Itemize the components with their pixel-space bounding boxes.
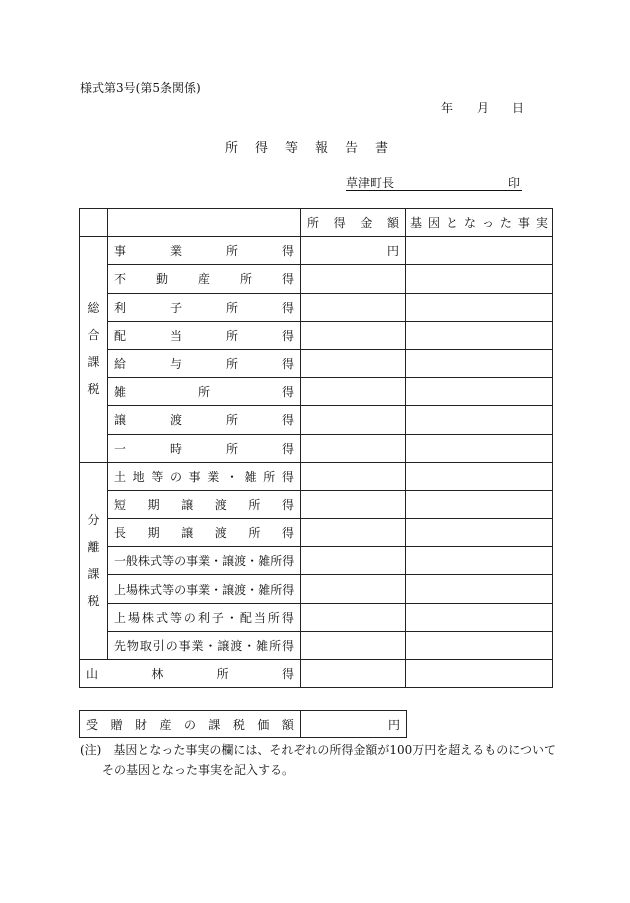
basis-cell[interactable] [406,434,553,462]
amount-cell[interactable] [301,434,406,462]
table-row [80,547,553,575]
item-label: 一 時 所 得 [114,441,294,456]
item-cell [108,462,301,490]
table-row [80,406,553,434]
item-cell [108,293,301,321]
category-separate-label: 分 離 課 税 [87,512,100,608]
date-month-label: 月 [477,101,490,115]
item-label: 土 地 等 の 事 業 ・ 雑 所 得 [114,469,294,484]
item-label: 短 期 譲 渡 所 得 [114,497,294,512]
category-separate [80,462,108,659]
item-cell [108,490,301,518]
item-cell [108,378,301,406]
table-row [80,603,553,631]
table-row [80,462,553,490]
form-number: 様式第3号(第5条関係) [80,81,201,95]
table-row [80,265,553,293]
item-cell [108,547,301,575]
item-label: 利 子 所 得 [114,300,294,315]
category-general [80,237,108,463]
gift-row [80,711,407,738]
item-label: 譲 渡 所 得 [114,413,294,428]
basis-cell[interactable] [406,547,553,575]
amount-cell[interactable] [301,293,406,321]
item-cell [108,519,301,547]
table-header-row [80,209,553,237]
basis-cell[interactable] [406,575,553,603]
amount-cell[interactable] [301,462,406,490]
table-row-forestry [80,660,553,688]
date-day-label: 日 [512,101,525,115]
table-row [80,490,553,518]
amount-cell[interactable]: 円 [301,237,406,265]
amount-cell[interactable] [301,631,406,659]
item-cell [108,434,301,462]
amount-cell[interactable] [301,603,406,631]
table-row [80,631,553,659]
basis-cell[interactable] [406,349,553,377]
table-row [80,321,553,349]
item-cell [108,603,301,631]
basis-cell[interactable] [406,321,553,349]
amount-cell[interactable] [301,265,406,293]
item-label: 上 場 株 式 等 の 利 子 ・ 配 当 所 得 [114,610,294,625]
amount-cell[interactable] [301,575,406,603]
table-row [80,349,553,377]
item-cell [80,660,301,688]
item-cell [108,237,301,265]
document-title: 所得等報告書 [224,141,405,156]
item-label: 先 物 取 引 の 事 業 ・ 譲 渡 ・ 雑 所 得 [114,638,294,653]
item-label: 事 業 所 得 [114,244,294,259]
table-row [80,575,553,603]
amount-cell[interactable] [301,547,406,575]
note-line-1: (注) 基因となった事実の欄には、それぞれの所得金額が100万円を超えるものについて [80,743,557,757]
item-label: 一 般 株 式 等 の 事 業 ・ 譲 渡 ・ 雑 所 得 [114,554,295,569]
basis-cell[interactable] [406,603,553,631]
gift-table [79,710,407,738]
basis-cell[interactable] [406,406,553,434]
header-amount [301,209,406,237]
basis-cell[interactable] [406,293,553,321]
item-label: 不 動 産 所 得 [114,272,294,287]
basis-cell[interactable] [406,378,553,406]
basis-cell[interactable] [406,265,553,293]
table-row [80,237,553,265]
item-cell [108,406,301,434]
basis-cell[interactable] [406,462,553,490]
category-general-label: 総 合 課 税 [87,301,100,397]
note-line-2: その基因となった事実を記入する。 [102,763,295,777]
amount-cell[interactable] [301,321,406,349]
item-label: 雑 所 得 [114,385,294,400]
header-amount-text: 所 得 金 額 [307,216,399,231]
gift-amount-cell[interactable]: 円 [301,711,407,738]
amount-cell[interactable] [301,660,406,688]
item-label: 長 期 譲 渡 所 得 [114,526,294,541]
date-year-label: 年 [441,101,454,115]
signer-line [346,174,522,191]
item-label: 配 当 所 得 [114,328,294,343]
item-cell [108,265,301,293]
basis-cell[interactable] [406,631,553,659]
income-table [79,208,553,688]
header-basis [406,209,553,237]
amount-cell[interactable] [301,349,406,377]
amount-cell[interactable] [301,490,406,518]
header-empty-1 [80,209,108,237]
table-row [80,293,553,321]
amount-cell[interactable] [301,378,406,406]
gift-label-cell [80,711,301,738]
item-cell [108,349,301,377]
item-cell [108,575,301,603]
seal-mark: 印 [507,176,520,190]
signer-name: 草津町長 [346,176,395,190]
basis-cell[interactable] [406,490,553,518]
item-label: 上 場 株 式 等 の 事 業 ・ 譲 渡 ・ 雑 所 得 [114,582,295,597]
item-label-forestry: 山 林 所 得 [86,667,294,682]
header-basis-text: 基 因 と な っ た 事 実 [410,216,548,231]
item-label: 給 与 所 得 [114,357,294,372]
table-row [80,519,553,547]
basis-cell[interactable] [406,660,553,688]
header-empty-2 [108,209,301,237]
amount-cell[interactable] [301,406,406,434]
table-row [80,378,553,406]
basis-cell[interactable] [406,237,553,265]
item-cell [108,631,301,659]
basis-cell[interactable] [406,519,553,547]
item-cell [108,321,301,349]
table-row [80,434,553,462]
gift-label: 受 贈 財 産 の 課 税 価 額 [86,717,294,732]
amount-cell[interactable] [301,519,406,547]
